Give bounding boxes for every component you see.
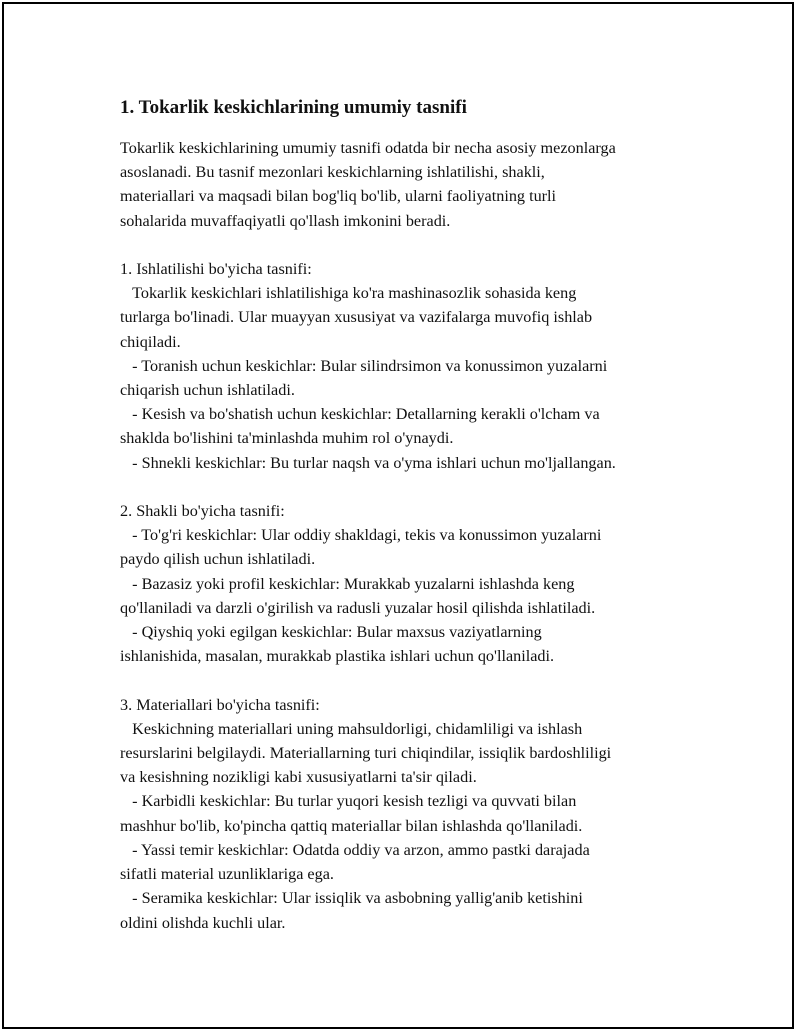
- document-body: Tokarlik keskichlarining umumiy tasnifi odatda bir necha asosiy mezonlarga asoslanadi. Bu tasnif mezonlari keskichlarning ishlatilishi, shakli, materiallari va maqsadi bilan bog'liq bo'lib, ularni faoliyatning turli sohalarida muvaffaqiyatli qo'llash imkonini beradi. 1. Ishlatilishi bo'yicha tasnifi: Tokarlik keskichlari ishlatilishiga ko'ra mashinasozlik sohasida keng turlarga bo'linadi. Ular muayyan xususiyat va vazifalarga muvofiq ishlab chiqiladi. - Toranish uchun keskichlar: Bular silindrsimon va konussimon yuzalarni chiqarish uchun ishlatiladi. - Kesish va bo'shatish uchun keskichlar: Detallarning kerakli o'lcham va shaklda bo'lishini ta'minlashda muhim rol o'ynaydi. - Shnekli keskichlar: Bu turlar naqsh va o'yma ishlari uchun mo'ljallangan. 2. Shakli bo'yicha tasnifi: - To'g'ri keskichlar: Ular oddiy shakldagi, tekis va konussimon yuzalarni paydo qilish uchun ishlatiladi. - Bazasiz yoki profil keskichlar: Murakkab yuzalarni ishlashda keng qo'llaniladi va darzli o'girilish va radusli yuzalar hosil qilishda ishlatiladi. - Qiyshiq yoki egilgan keskichlar: Bular maxsus vaziyatlarning ishlanishida, masalan, murakkab plastika ishlari uchun qo'llaniladi. 3. Materiallari bo'yicha tasnifi: Keskichning materiallari uning mahsuldorligi, chidamliligi va ishlash resurslarini belgilaydi. Materiallarning turi chiqindilar, issiqlik bardoshliligi va kesishning nozikligi kabi xususiyatlarni ta'sir qiladi. - Karbidli keskichlar: Bu turlar yuqori kesish tezligi va quvvati bilan mashhur bo'lib, ko'pincha qattiq materiallar bilan ishlashda qo'llaniladi. - Yassi temir keskichlar: Odatda oddiy va arzon, ammo pastki darajada sifatli material uzunliklariga ega. - Seramika keskichlar: Ular issiqlik va asbobning yallig'anib ketishini oldini olishda kuchli ular.: [120, 139, 616, 932]
- document-title: 1. Tokarlik keskichlarining umumiy tasnifi: [120, 97, 467, 118]
- page-frame: [2, 2, 794, 1029]
- document-content: [120, 96, 700, 935]
